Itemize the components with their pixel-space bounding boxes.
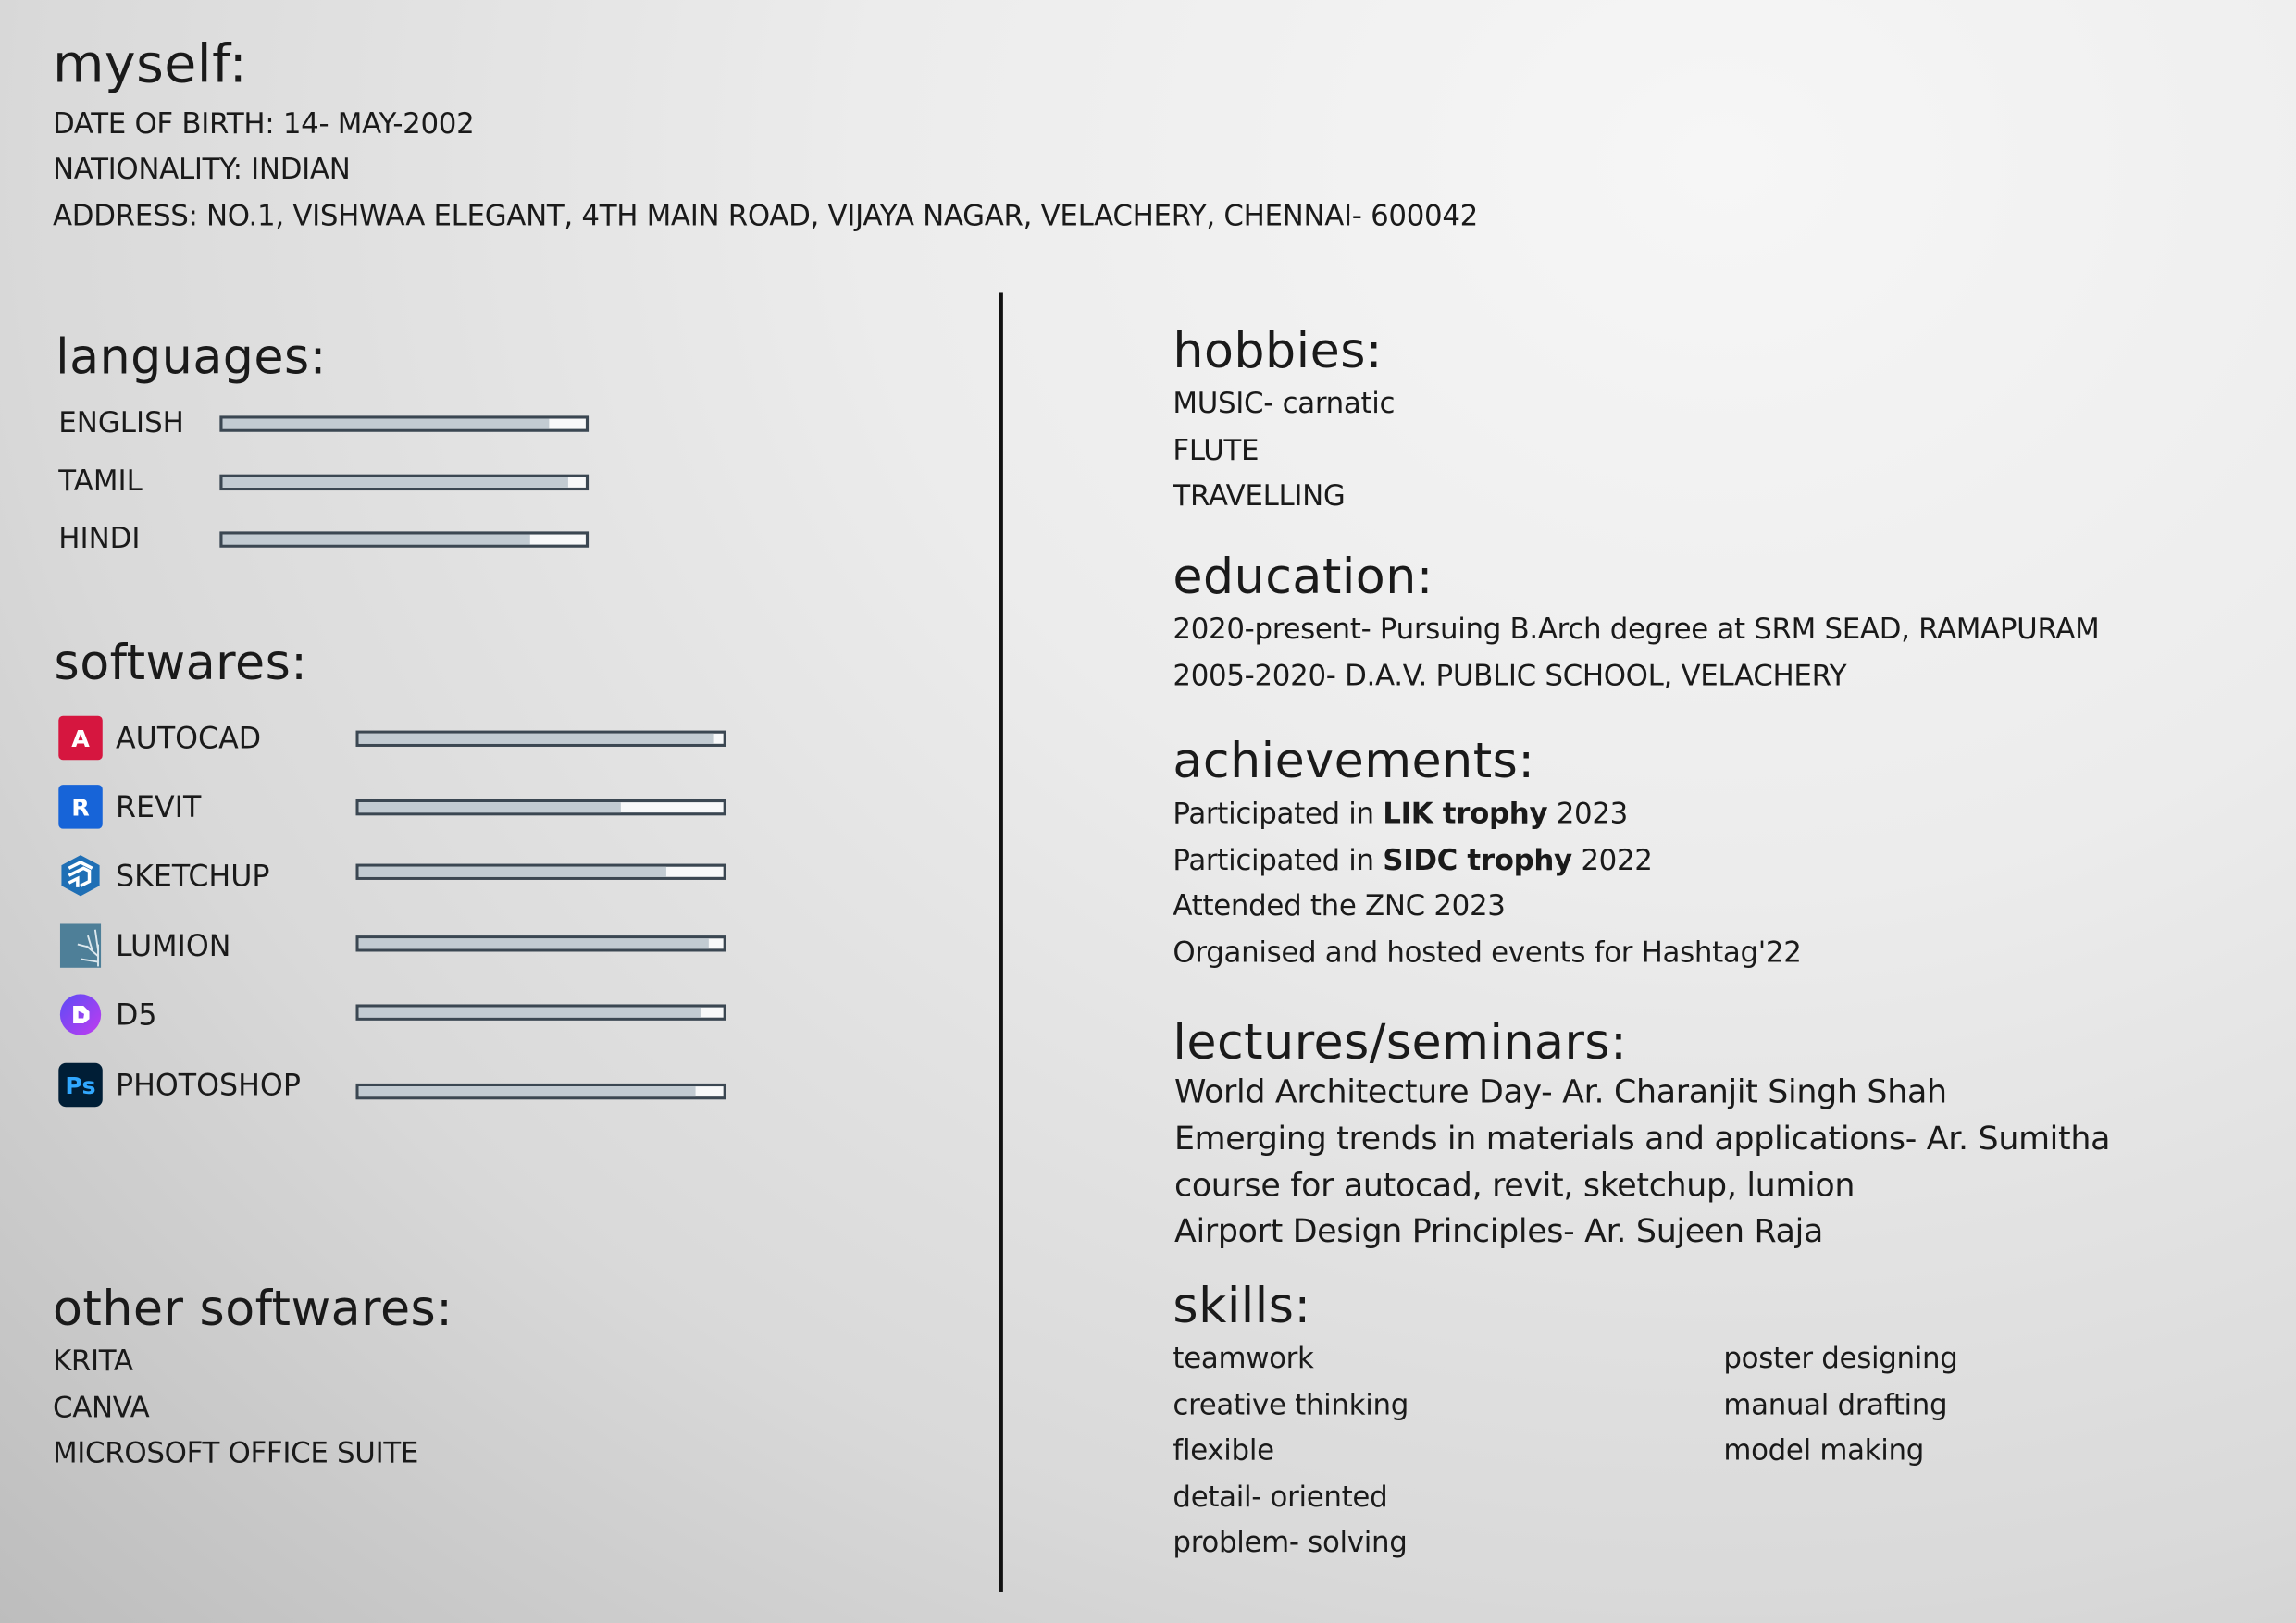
list-item: Organised and hosted events for Hashtag'22 (1173, 935, 1802, 969)
lectures-heading: lectures/seminars: (1173, 1012, 1628, 1071)
language-level-fill (223, 419, 550, 429)
list-item: creative thinking (1173, 1387, 1409, 1421)
education-heading: education: (1173, 547, 1433, 605)
language-level-bar (219, 415, 589, 431)
software-level-fill (359, 802, 622, 812)
hobbies-heading: hobbies: (1173, 322, 1383, 379)
photoshop-icon: Ps (58, 1063, 102, 1107)
achievements-list (1173, 790, 1801, 974)
language-label: ENGLISH (58, 405, 184, 440)
software-level-fill (359, 867, 667, 877)
address: ADDRESS: NO.1, VISHWAA ELEGANT, 4TH MAIN ROAD, VIJAYA NAGAR, VELACHERY, CHENNAI- 600042 (52, 199, 1478, 233)
myself-heading: myself: (52, 34, 248, 95)
column-divider (999, 292, 1003, 1592)
education-list (1173, 606, 2099, 699)
list-item: Participated in LIK trophy 2023 (1173, 796, 1628, 831)
software-level-fill (359, 938, 709, 948)
language-label: HINDI (58, 521, 141, 555)
software-level-bar (355, 935, 726, 951)
list-item: flexible (1173, 1433, 1274, 1468)
list-item: model making (1723, 1433, 1925, 1468)
list-item: 2005-2020- D.A.V. PUBLIC SCHOOL, VELACHERY (1173, 658, 1847, 692)
list-item: Airport Design Principles- Ar. Sujeen Raja (1174, 1214, 1823, 1251)
software-revit (58, 785, 201, 828)
software-lumion (58, 923, 230, 967)
language-level-bar (219, 531, 589, 547)
software-photoshop (58, 1063, 301, 1107)
list-item: Attended the ZNC 2023 (1173, 888, 1506, 923)
other-softwares-heading: other softwares: (52, 1279, 453, 1337)
list-item: CANVA (52, 1390, 150, 1424)
software-level-fill (359, 734, 713, 744)
software-label: AUTOCAD (116, 720, 262, 756)
software-autocad (58, 716, 261, 760)
software-label: LUMION (116, 928, 231, 964)
list-item: MICROSOFT OFFICE SUITE (52, 1436, 419, 1470)
languages-heading: languages: (56, 328, 327, 386)
software-level-bar (355, 731, 726, 747)
language-level-fill (223, 535, 530, 545)
software-level-fill (359, 1086, 696, 1096)
sketchup-icon (58, 853, 102, 897)
list-item: detail- oriented (1173, 1479, 1388, 1514)
revit-icon: R (58, 785, 102, 828)
software-label: SKETCHUP (116, 858, 270, 894)
nationality: NATIONALITY: INDIAN (52, 152, 351, 186)
list-item: Participated in SIDC trophy 2022 (1173, 842, 1653, 877)
list-item: FLUTE (1173, 432, 1260, 466)
softwares-heading: softwares: (54, 634, 308, 691)
hobbies-list (1173, 380, 1395, 519)
date-of-birth: DATE OF BIRTH: 14- MAY-2002 (52, 106, 475, 141)
software-label: PHOTOSHOP (116, 1067, 301, 1103)
software-d5 (58, 993, 156, 1036)
skills-heading: skills: (1173, 1276, 1311, 1334)
software-level-bar (355, 1004, 726, 1020)
skills-column-2 (1723, 1335, 1957, 1474)
list-item: poster designing (1723, 1341, 1958, 1375)
language-label: TAMIL (58, 464, 143, 498)
software-label: D5 (116, 997, 157, 1033)
achievements-heading: achievements: (1173, 732, 1535, 789)
other-softwares-list (53, 1338, 418, 1477)
list-item: Emerging trends in materials and applications- Ar. Sumitha (1174, 1121, 2111, 1158)
language-level-bar (219, 475, 589, 490)
d5-icon (58, 993, 102, 1036)
list-item: MUSIC- carnatic (1173, 386, 1396, 421)
software-level-fill (359, 1008, 701, 1018)
lectures-list (1174, 1071, 2110, 1257)
list-item: teamwork (1173, 1341, 1314, 1375)
autocad-icon: A (58, 716, 102, 760)
software-sketchup (58, 853, 269, 897)
language-level-fill (223, 477, 568, 488)
skills-column-1 (1173, 1335, 1409, 1566)
list-item: KRITA (52, 1344, 133, 1378)
list-item: 2020-present- Pursuing B.Arch degree at SRM SEAD, RAMAPURAM (1173, 612, 2100, 646)
lumion-icon (58, 923, 102, 967)
list-item: course for autocad, revit, sketchup, lumion (1174, 1168, 1855, 1205)
software-label: REVIT (116, 788, 202, 824)
software-level-bar (355, 799, 726, 815)
software-level-bar (355, 1084, 726, 1099)
list-item: TRAVELLING (1173, 478, 1346, 513)
software-level-bar (355, 864, 726, 880)
list-item: manual drafting (1723, 1387, 1948, 1421)
list-item: World Architecture Day- Ar. Charanjit Singh Shah (1174, 1074, 1947, 1111)
list-item: problem- solving (1173, 1525, 1408, 1560)
